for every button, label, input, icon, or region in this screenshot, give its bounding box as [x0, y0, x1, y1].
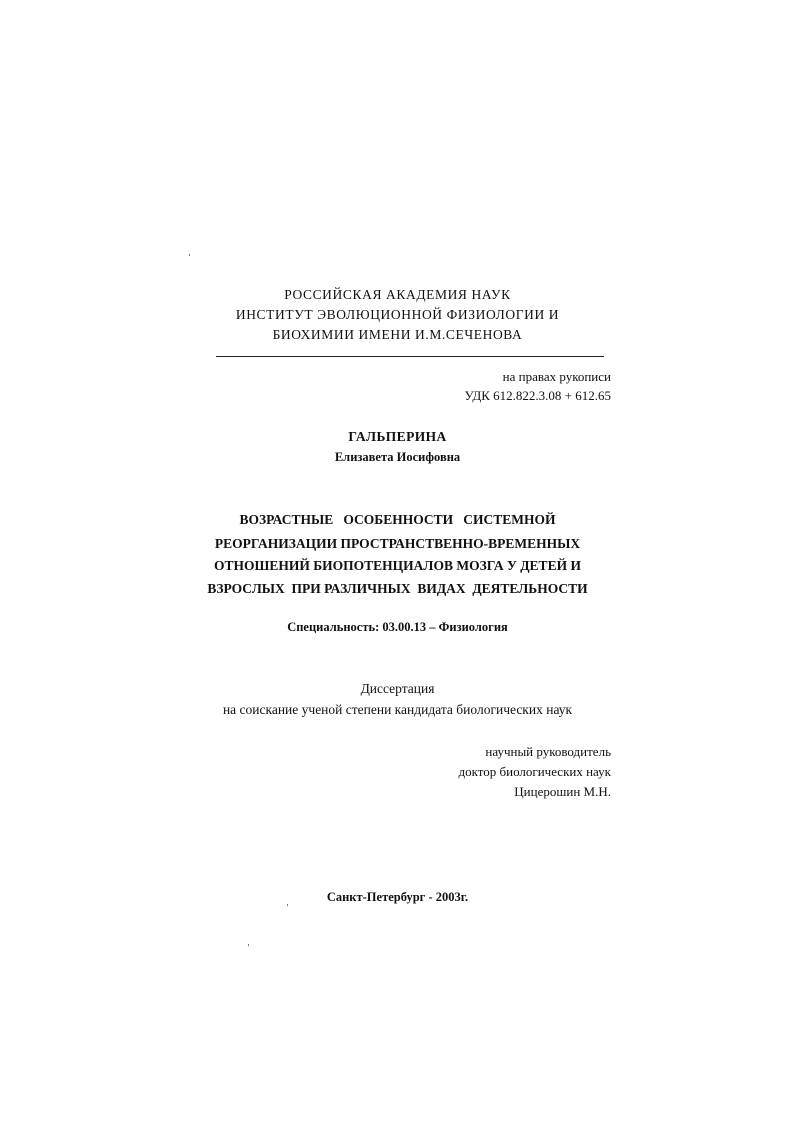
- institute-name-line2: БИОХИМИИ ИМЕНИ И.М.СЕЧЕНОВА: [272, 327, 523, 342]
- author-given-name: Елизавета Иосифовна: [334, 450, 461, 464]
- scan-speck: [189, 254, 190, 256]
- supervisor-degree: доктор биологических наук: [458, 764, 611, 779]
- thesis-title-line3: ОТНОШЕНИЙ БИОПОТЕНЦИАЛОВ МОЗГА У ДЕТЕЙ И: [214, 558, 581, 573]
- scan-speck: [248, 944, 249, 946]
- supervisor-name: Цицерошин М.Н.: [514, 784, 611, 799]
- scan-speck: [287, 904, 288, 906]
- academy-name: РОССИЙСКАЯ АКАДЕМИЯ НАУК: [284, 287, 511, 302]
- udc-code: УДК 612.822.3.08 + 612.65: [464, 388, 611, 403]
- author-surname: ГАЛЬПЕРИНА: [348, 429, 447, 444]
- manuscript-rights: на правах рукописи: [502, 369, 611, 384]
- thesis-title-line1: ВОЗРАСТНЫЕ ОСОБЕННОСТИ СИСТЕМНОЙ: [239, 512, 556, 527]
- thesis-title-line2: РЕОРГАНИЗАЦИИ ПРОСТРАНСТВЕННО-ВРЕМЕННЫХ: [214, 536, 581, 551]
- dissertation-label: Диссертация: [360, 681, 435, 696]
- thesis-title-line4: ВЗРОСЛЫХ ПРИ РАЗЛИЧНЫХ ВИДАХ ДЕЯТЕЛЬНОСТИ: [207, 581, 588, 596]
- city-year: Санкт-Петербург - 2003г.: [326, 890, 469, 904]
- degree-sought: на соискание ученой степени кандидата биологических наук: [222, 702, 573, 717]
- institute-name-line1: ИНСТИТУТ ЭВОЛЮЦИОННОЙ ФИЗИОЛОГИИ И: [235, 307, 560, 322]
- header-divider: [216, 356, 604, 357]
- supervisor-role: научный руководитель: [485, 744, 611, 759]
- specialty: Специальность: 03.00.13 – Физиология: [287, 620, 508, 634]
